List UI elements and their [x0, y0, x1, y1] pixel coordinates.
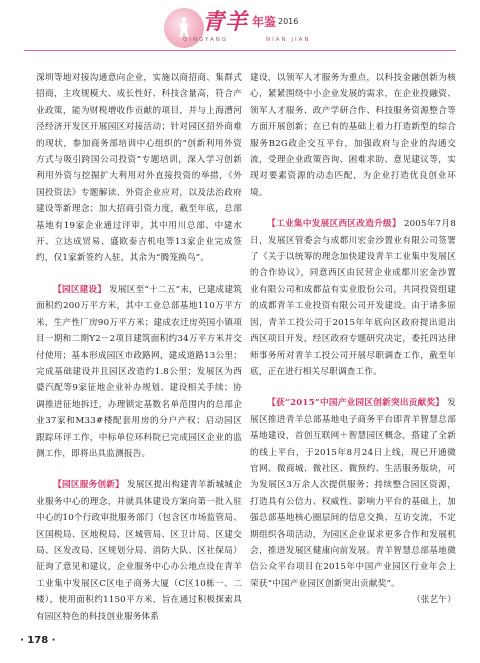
- paragraph-innovation-award: [250, 395, 456, 606]
- paragraph-text: 发展区提出构建青羊新城城企业服务中心的理念，并就具体建设方案向第一批入驻中心的10个行政审批服务部门（包含区市场监管局、区国税局、区地税局、区城管局、区卫计局、区建交局、区发改局、区规划分局、消防大队、区社保局）征询了意见和建议，企业服务中心办公地点设在青羊工业集中发展区C区电子商务大厦（C区10栋一、二楼），使用面积约1150平方米，旨在通过积极探索具有园区特色的科技创业服务体系: [36, 480, 242, 622]
- paragraph-text: 2005年7月8日，发展区管委会与成都川宏金沙置业有限公司签署了《关于以统筹的理念加快建设青羊工业集中发展区的合作协议》，同意西区由民营企业成都川宏金沙置业有限公司和成都益有实业股份公司，共同投资组建的成都青羊工业投资有限公司开发建设。由于诸多原因，青羊工投公司于2015年年底向区政府提出退出西区项目开发，经区政府专题研究决定，委托四达律师事务所对青羊工投公司开展尽职调查工作，截至年底，正在进行相关尽职调查工作。: [250, 219, 457, 377]
- section-heading-park-construction: 【园区建设】: [53, 284, 107, 295]
- paragraph-text: 发展区至“十二五”末，已建成建筑面积约200万平方米，其中工业总部基地110万平方米，生产性厂房90万平方米；建成农迁房英国小镇项目一期和二期Y2－2项目建筑面积约34万平方米并交付使用；基本形成园区市政路网，建成道路13公里；完成基础建设并且园区改造约1.8公里；发展区为西婆汽配等9家征地企业补办规划、建设相关手续；协调推进征地拆迁，办理锁定基数名单范围内的总部企业37家和M33#楼配套用房的分户产权；启动园区跟踪环评工作，中标单位环科院已完成园区企业的监测工作，即将出具监测报告。: [36, 284, 242, 459]
- masthead-title-suffix: 年鉴: [252, 15, 277, 29]
- masthead: [0, 0, 480, 70]
- masthead-year: 2016: [278, 17, 299, 26]
- figure-silhouette-icon: [177, 16, 191, 38]
- paragraph-continued: 建设，以领军人才服务为重点，以科技金融创新为核心，紧紧围绕中小企业发展的需求，在企业投融资、领军人才服务、政产学研合作、科技服务资源整合等方面开展创新；在已有的基础上着力打造新型的综合服务B2G政企交互平台，加强政府与企业的沟通交流，受理企业政策咨询、困难求助、意见建议等，实现对要素资源的动态匹配，为企业打造优良创业环境。: [250, 73, 456, 198]
- page-number: · 178 ·: [20, 635, 56, 646]
- masthead-rule: [24, 50, 456, 51]
- section-heading-west-zone-upgrade: 【工业集中发展区西区改造升级】: [267, 219, 401, 230]
- paragraph-text: 发展区推进青羊总部基地电子商务平台即青羊智慧总部基地建设，首创互联网＋智慧园区概念，搭建了全新的线上平台，于2015年8月24日上线，现已开通微官网、微商城、微社区、微预约、生活服务版块，可为发展区3万余人次提供服务；持续整合园区资源，打造具有公信力、权威性、影响力平台的基础上，加强总部基地核心圈层间的信息交换、互访交流，不定期组织各项活动，为园区企业谋求更多合作和发展机会，推进发展区健康向前发展。青羊智慧总部基地微信公众平台项目在2015年中国产业园区行业年会上荣获“中国产业园区创新突出贡献奖”。: [250, 398, 456, 589]
- paragraph-park-construction: [36, 282, 242, 462]
- right-column: [250, 70, 456, 609]
- section-heading-innovation-award: 【获“2015”中国产业园区创新突出贡献奖】: [267, 398, 445, 409]
- paragraph-west-zone-upgrade: [250, 216, 456, 380]
- masthead-pinyin: QINGYANG: [183, 37, 229, 43]
- masthead-nianjian: NIAN JIAN: [266, 37, 311, 43]
- masthead-title: 青羊: [202, 9, 249, 35]
- author-credit: （张艺午）: [412, 595, 456, 606]
- paragraph-service-innovation: [36, 477, 242, 625]
- section-heading-service-innovation: 【园区服务创新】: [53, 480, 124, 491]
- left-column: [36, 70, 242, 625]
- paragraph-continued: 深圳等地对接沟通意向企业，实施以商招商、集群式招商，主攻规模大、成长性好、科技含量高，符合产业政策，能为财税增收作贡献的项目，并与上海漕河泾经济开发区开展园区对接活动；针对园区招外商难的现状，参加商务部培训中心组织的“创新利用外资方式与吸引跨国公司投资”专题培训，深入学习创新利用外资与挖掘扩大利用对外直接投资的举措，《外国投资法》专题解读、外资企业应对，以及法治政府建设等新理念；加大招商引资力度，截至年底，总部基地有19家企业通过评审，其中用川总部、中建水开、立达成贸易、盛欧泰吉机电等13家企业完成签约，仅1家新签约入驻，其余为“腾笼换鸟”。: [36, 73, 242, 264]
